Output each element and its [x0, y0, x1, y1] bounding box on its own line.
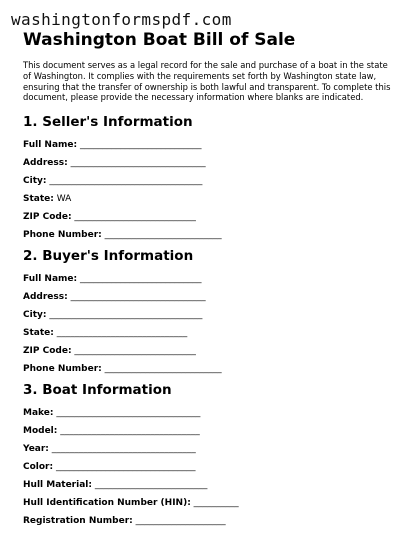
field-buyer-address: Address: ______________________________ [23, 291, 206, 302]
blank-line[interactable]: __________________________________ [49, 309, 203, 320]
field-boat-year: Year: ________________________________ [23, 443, 196, 454]
blank-line[interactable]: ________________________________ [56, 407, 201, 418]
field-boat-registration-number: Registration Number: ____________________ [23, 515, 226, 526]
blank-line[interactable]: _______________________________ [55, 461, 196, 472]
blank-line[interactable]: ___________________________ [79, 139, 202, 150]
document [23, 30, 395, 530]
blank-line[interactable]: ______________________________ [70, 157, 206, 168]
field-boat-model: Model: _______________________________ [23, 425, 200, 436]
blank-line[interactable]: ___________________________ [79, 273, 202, 284]
section-title-buyer: 2. Buyer's Information [23, 248, 194, 265]
blank-line[interactable]: ______________________________ [70, 291, 206, 302]
field-buyer-state: State: _____________________________ [23, 327, 188, 338]
blank-line[interactable]: ________________________________ [51, 443, 196, 454]
field-boat-hin: Hull Identification Number (HIN): __________ [23, 497, 239, 508]
field-buyer-city: City: __________________________________ [23, 309, 203, 320]
field-buyer-zip: ZIP Code: ___________________________ [23, 345, 196, 356]
blank-line[interactable]: _________________________ [94, 479, 208, 490]
section-boat [23, 382, 395, 530]
section-seller [23, 114, 395, 244]
field-seller-city: City: __________________________________ [23, 175, 203, 186]
field-seller-state: State: WA [23, 193, 72, 204]
blank-line[interactable]: __________________________ [104, 363, 222, 374]
field-seller-address: Address: ______________________________ [23, 157, 206, 168]
blank-line[interactable]: __________ [193, 497, 239, 508]
blank-line[interactable]: __________________________________ [49, 175, 203, 186]
section-title-seller: 1. Seller's Information [23, 114, 193, 131]
document-title: Washington Boat Bill of Sale [23, 30, 296, 50]
intro-paragraph: This document serves as a legal record for the sale and purchase of a boat in the state of Washington. It complies with the requirements set forth by Washington state law, ensuring that the transfer of ownership is both lawful and transparent. To complete this document, please provide the necessary information where blanks are indicated. [23, 60, 391, 103]
blank-line[interactable]: ___________________________ [74, 211, 196, 222]
blank-line[interactable]: ___________________________ [74, 345, 196, 356]
blank-line[interactable]: ____________________ [135, 515, 226, 526]
field-boat-hull-material: Hull Material: _________________________ [23, 479, 208, 490]
field-seller-full-name: Full Name: ___________________________ [23, 139, 202, 150]
field-buyer-phone: Phone Number: __________________________ [23, 363, 222, 374]
field-seller-zip: ZIP Code: ___________________________ [23, 211, 196, 222]
field-boat-make: Make: ________________________________ [23, 407, 201, 418]
section-buyer [23, 248, 395, 378]
field-seller-phone: Phone Number: __________________________ [23, 229, 222, 240]
field-buyer-full-name: Full Name: ___________________________ [23, 273, 202, 284]
blank-line[interactable]: _____________________________ [56, 327, 188, 338]
section-title-boat: 3. Boat Information [23, 382, 172, 399]
field-boat-color: Color: _______________________________ [23, 461, 196, 472]
blank-line[interactable]: _______________________________ [60, 425, 200, 436]
state-value: WA [56, 193, 72, 204]
watermark-text: washingtonformspdf.com [11, 10, 232, 29]
blank-line[interactable]: __________________________ [104, 229, 222, 240]
